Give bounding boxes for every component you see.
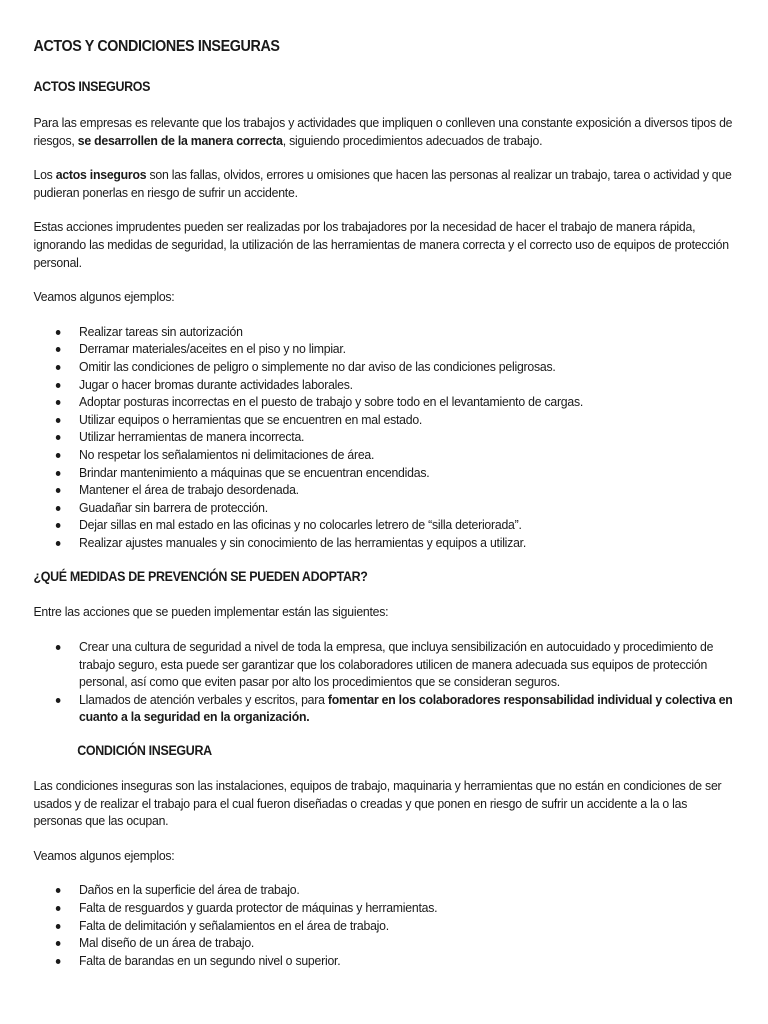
list-item: Falta de barandas en un segundo nivel o superior. [33,952,736,970]
list-item: Guadañar sin barrera de protección. [33,499,736,517]
list-item [33,691,736,726]
heading-actos-inseguros: ACTOS INSEGUROS [33,79,151,94]
list-item: Dejar sillas en mal estado en las oficinas y no colocarles letrero de “silla deteriorada”. [33,516,736,534]
list-item: Mantener el área de trabajo desordenada. [33,481,736,499]
examples-intro: Veamos algunos ejemplos: [33,847,175,863]
list-item: Omitir las condiciones de peligro o simplemente no dar aviso de las condiciones peligrosas. [33,358,736,376]
list-item: Utilizar herramientas de manera incorrecta. [33,428,736,446]
medidas-intro: Entre las acciones que se pueden implementar están las siguientes: [33,604,389,620]
bold-text: actos inseguros [55,167,147,183]
condicion-examples-list [33,881,736,969]
list-item: Realizar ajustes manuales y sin conocimiento de las herramientas y equipos a utilizar. [33,534,736,552]
list-item: Jugar o hacer bromas durante actividades laborales. [33,376,736,394]
list-item: Falta de delimitación y señalamientos en el área de trabajo. [33,917,736,935]
actos-examples-list [33,323,736,552]
list-item: Daños en la superficie del área de trabajo. [33,881,736,899]
paragraph-text: Para las empresas es relevante que los trabajos y actividades que impliquen o conlleven una constante exposición a diversos tipos de riesgos, [33,115,733,148]
paragraph-text: Los [33,167,56,183]
list-item: Derramar materiales/aceites en el piso y no limpiar. [33,340,736,358]
bold-text: se desarrollen de la manera correcta [77,132,283,148]
heading-condicion-insegura: CONDICIÓN INSEGURA [77,743,212,759]
list-item: Crear una cultura de seguridad a nivel de toda la empresa, que incluya sensibilización en autocuidado y procedimiento de trabajo seguro, esta puede ser garantizar que los colaboradores utilicen de manera adecuada sus equipos de protección personal, así como que eviten pasar por alto los procedimientos que se consideran seguros. [33,638,736,691]
list-item: Falta de resguardos y guarda protector de máquinas y herramientas. [33,899,736,917]
heading-medidas-prevencion: ¿QUÉ MEDIDAS DE PREVENCIÓN SE PUEDEN ADOPTAR? [33,569,368,585]
paragraph-text: , siguiendo procedimientos adecuados de trabajo. [282,132,543,148]
paragraph-text: son las fallas, olvidos, errores u omisiones que hacen las personas al realizar un trabajo, tarea o actividad y que pudieran ponerlas en riesgo de sufrir un accidente. [33,167,732,200]
paragraph-acciones-imprudentes: Estas acciones imprudentes pueden ser realizadas por los trabajadores por la necesidad de hacer el trabajo de manera rápida, ignorando las medidas de seguridad, la utilización de las herramientas de manera correcta y el correcto uso de equipos de protección personal. [33,219,729,270]
paragraph-actos-definicion [33,166,736,201]
list-item: Mal diseño de un área de trabajo. [33,934,736,952]
list-item: Adoptar posturas incorrectas en el puesto de trabajo y sobre todo en el levantamiento de cargas. [33,393,736,411]
document-title: ACTOS Y CONDICIONES INSEGURAS [33,38,280,55]
list-item: No respetar los señalamientos ni delimitaciones de área. [33,446,736,464]
paragraph-condicion-definicion: Las condiciones inseguras son las instalaciones, equipos de trabajo, maquinaria y herramientas que no están en condiciones de ser usados y de realizar el trabajo para el cual fueron diseñadas o creadas y que ponen en riesgo de sufrir un accidente a la o las personas que las ocupan. [33,778,722,829]
list-item: Brindar mantenimiento a máquinas que se encuentran encendidas. [33,464,736,482]
bold-text: fomentar en los colaboradores responsabilidad individual y colectiva en cuanto a la seguridad en la organización. [79,691,733,725]
medidas-list [33,638,736,726]
list-item: Utilizar equipos o herramientas que se encuentren en mal estado. [33,411,736,429]
list-item-text: Llamados de atención verbales y escritos, para [79,691,328,707]
list-item: Realizar tareas sin autorización [33,323,736,341]
paragraph-actos-intro [33,114,736,149]
examples-intro: Veamos algunos ejemplos: [33,289,175,305]
